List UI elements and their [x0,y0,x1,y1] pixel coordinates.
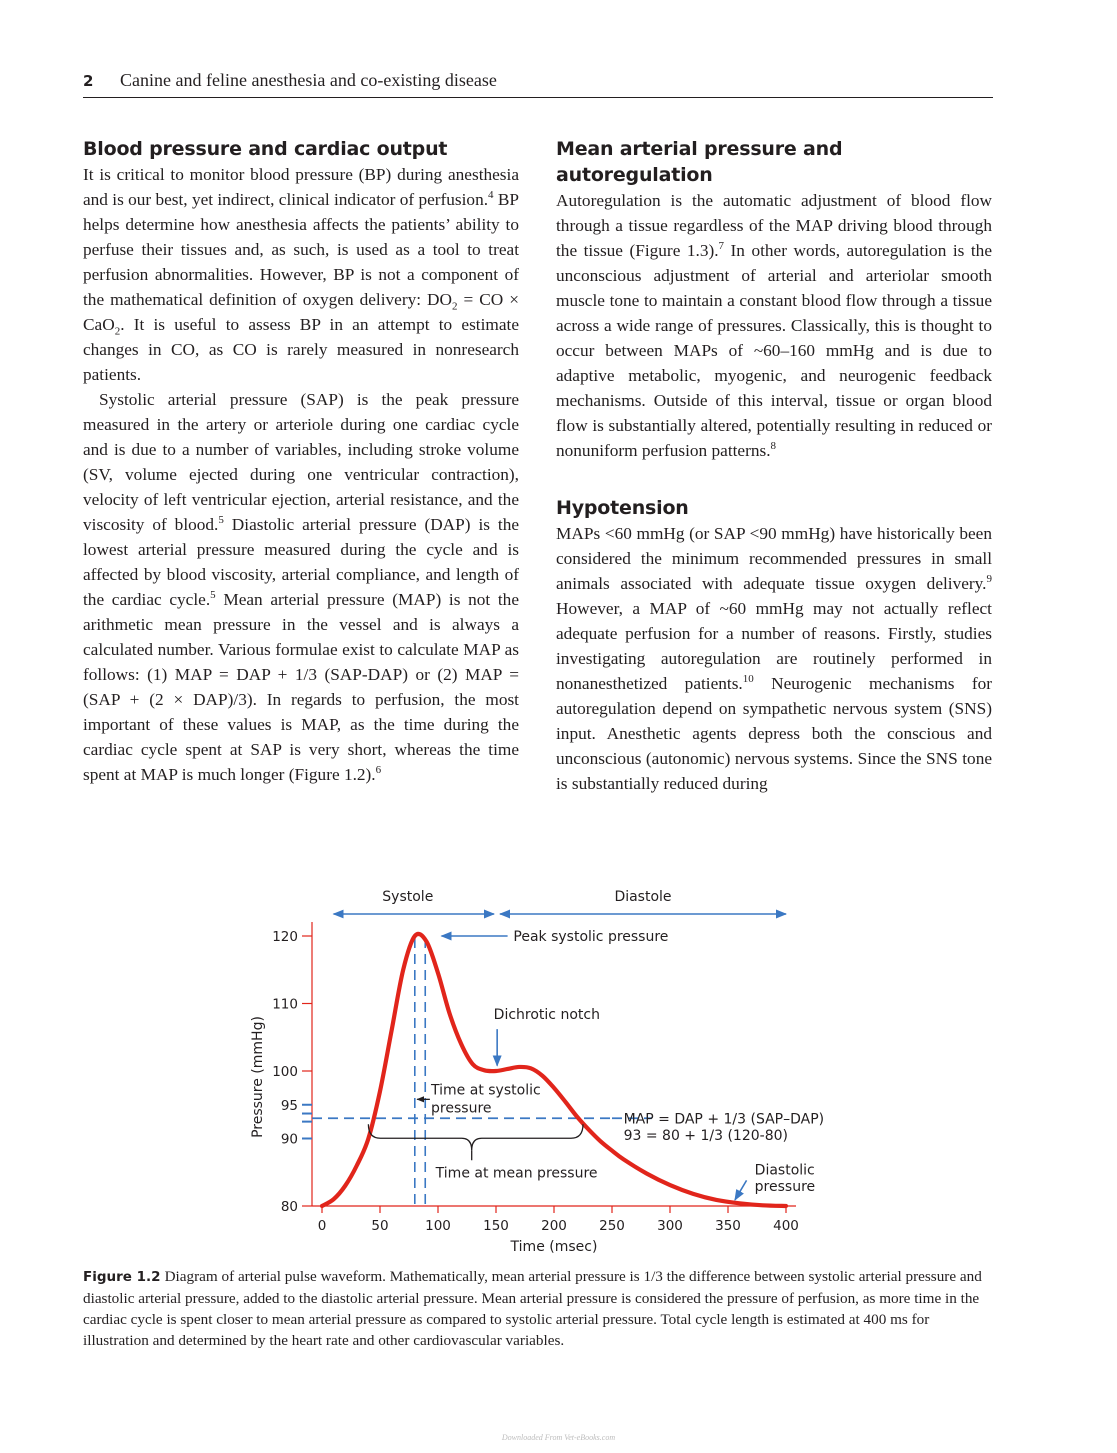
paragraph-autoregulation: Autoregulation is the automatic adjustment of blood flow through a tissue regardless of the MAP driving blood through the tissue (Figure 1.3).$^7$ In other words, autoregulation is the unconscious adjustment of arterial and arteriolar smooth muscle tone to maintain a constant blood flow through a tissue across a wide range of pressures. Classically, this is thought to occur between MAPs of ~60–160 mmHg and is due to adaptive metabolic, myogenic, and neurogenic feedback mechanisms. Outside of this interval, tissue or organ blood flow is substantially altered, potentially resulting in reduced or nonuniform perfusion patterns.$^8$ [556,191,992,460]
map-formula-1: MAP = DAP + 1/3 (SAP–DAP) [623,1111,825,1128]
systolic-time-label-1: Time at systolic [431,1082,541,1099]
citation: 4 [488,189,494,202]
y-axis-label: Pressure (mmHg) [250,1016,266,1138]
paragraph-bp-intro: It is critical to monitor blood pressure (BP) during anesthesia and is our best, yet indirect, clinical indicator of perfusion.$^4$ BP helps determine how anesthesia affects the patients’ ability to perfuse their tissues and, as such, is used as a tool to treat perfusion abnormalities. However, BP is not a component of the mathematical definition of oxygen delivery: $DO_2$ = CO × CaO$_2$. It is useful to assess BP in an attempt to estimate changes in CO, as CO is rarely measured in nonresearch patients. [83,165,519,384]
y-tick-label: 100 [272,1064,298,1080]
x-tick-label: 250 [599,1218,625,1234]
systolic-time-label-2: pressure [431,1100,492,1117]
y-tick-label: 95 [280,1097,298,1114]
x-tick-label: 50 [371,1218,389,1234]
mean-pressure-brace [368,1124,583,1150]
mean-pressure-label: Time at mean pressure [435,1165,598,1182]
y-tick-label: 110 [272,996,298,1013]
citation: 9 [986,573,992,586]
diastolic-label-1: Diastolic [754,1162,815,1179]
x-tick-label: 300 [657,1218,683,1234]
citation: 5 [210,589,216,602]
x-tick-label: 150 [483,1218,509,1234]
phase-label-diastole: Diastole [614,889,672,905]
y-tick-label: 120 [272,929,298,945]
citation: 6 [375,764,382,777]
section-heading-blood-pressure: Blood pressure and cardiac output [83,138,448,160]
citation: 5 [218,514,224,527]
x-tick-label: 350 [715,1218,741,1234]
figure-caption [83,1266,993,1351]
citation: 7 [718,240,725,253]
pulse-waveform-chart [240,880,860,1260]
x-axis-label: Time (msec) [510,1239,598,1255]
figure-label: Figure 1.2 [83,1269,161,1285]
diastolic-label-2: pressure [754,1179,816,1196]
x-tick-label: 100 [425,1218,451,1234]
running-title: Canine and feline anesthesia and co-existing disease [120,70,497,90]
left-column [83,136,519,787]
caption-text: Diagram of arterial pulse waveform. Mathematically, mean arterial pressure is 1/3 the difference between systolic arterial pressure and diastolic arterial pressure, added to the diastolic arterial pressure. Mean arterial pressure is considered the pressure of perfusion, as more time in the cardiac cycle is spent closer to mean arterial pressure as compared to systolic arterial pressure. Total cycle length is estimated at 400 ms for illustration and determined by the heart rate and other cardiovascular variables. [83,1268,982,1349]
y-tick-label: 80 [280,1199,298,1215]
diastolic-arrow [735,1180,747,1200]
map-formula-2: 93 = 80 + 1/3 (120-80) [623,1128,788,1145]
section-heading-map-autoregulation: Mean arterial pressure and autoregulation [556,138,843,186]
phase-label-systole: Systole [382,889,434,905]
peak-label: Peak systolic pressure [513,929,669,945]
running-header [83,69,993,98]
watermark: Downloaded From Vet-eBooks.com [501,1433,616,1442]
x-tick-label: 0 [317,1218,327,1234]
paragraph-sap-dap-map: Systolic arterial pressure (SAP) is the peak pressure measured in the artery or arteriole during one cardiac cycle and is due to a number of variables, including stroke volume (SV, volume ejected during one ventricular contraction), velocity of left ventricular ejection, arterial resistance, and the viscosity of blood.$^5$ Diastolic arterial pressure (DAP) is the lowest arterial pressure measured during the cycle and is affected by blood viscosity, arterial compliance, and length of the cardiac cycle.$^5$ Mean arterial pressure (MAP) is not the arithmetic mean pressure in the vessel and is always a calculated number. Various formulae exist to calculate MAP as follows: (1) MAP = DAP + 1/3 (SAP-DAP) or (2) MAP = (SAP + (2 × DAP)/3). In regards to perfusion, the most important of these values is MAP, as the time during the cardiac cycle spent at SAP is very short, whereas the time spent at MAP is much longer (Figure 1.2).$^6$ [83,390,519,784]
section-heading-hypotension: Hypotension [556,497,689,519]
notch-label: Dichrotic notch [493,1007,600,1024]
x-tick-label: 400 [773,1218,799,1234]
citation: 8 [770,440,777,453]
y-tick-label: 90 [280,1131,298,1148]
x-tick-label: 200 [541,1218,567,1234]
citation: 10 [742,673,754,686]
right-column [556,136,992,796]
paragraph-hypotension: MAPs <60 mmHg (or SAP <90 mmHg) have historically been considered the minimum recommended pressures in small animals associated with adequate tissue oxygen delivery.$^9$ However, a MAP of ~60 mmHg may not actually reflect adequate perfusion for a number of reasons. Firstly, studies investigating autoregulation are routinely performed in nonanesthetized patients.$^{10}$ Neurogenic mechanisms for autoregulation depend on sympathetic nervous system (SNS) input. Anesthetic agents depress both the conscious and unconscious (autonomic) nervous systems. Since the SNS tone is substantially reduced during [556,524,992,793]
figure-arterial-waveform [240,880,860,1260]
page-number: 2 [83,72,94,90]
